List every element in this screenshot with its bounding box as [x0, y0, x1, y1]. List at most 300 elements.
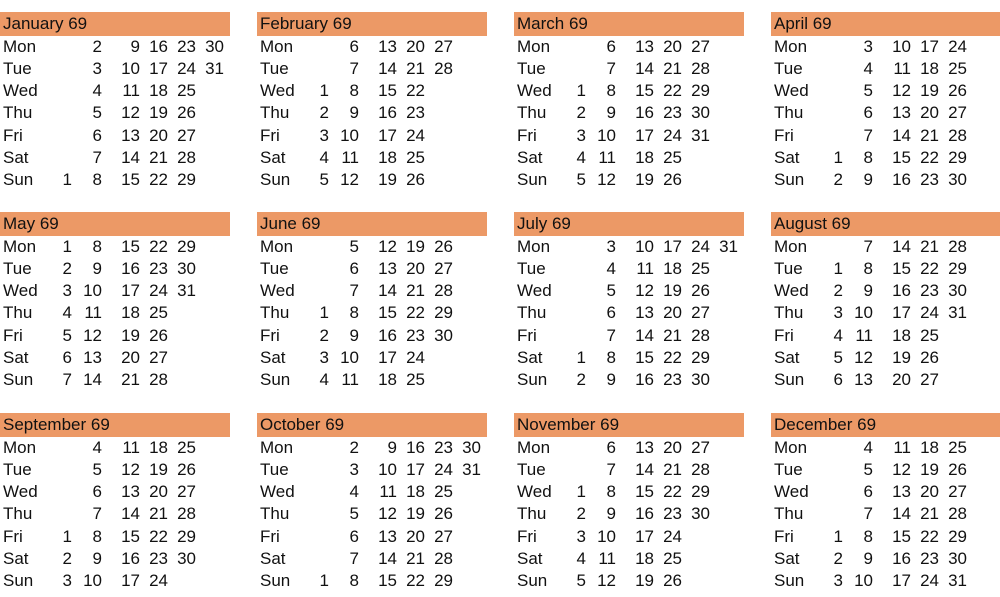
- date-cell: 30: [691, 103, 710, 123]
- weekday-label: Thu: [774, 504, 804, 524]
- date-cell: 2: [576, 370, 586, 390]
- weekday-row: [257, 280, 487, 302]
- date-cell: 29: [177, 526, 196, 546]
- weekday-label: Thu: [3, 504, 33, 524]
- month-block: [771, 12, 1000, 196]
- month-header: October 69: [257, 413, 487, 437]
- date-cell: 7: [349, 549, 359, 568]
- date-cell: 16: [892, 170, 911, 190]
- weekday-label: Mon: [260, 236, 294, 256]
- date-cell: 5: [62, 325, 72, 345]
- date-cell: 23: [920, 281, 939, 301]
- date-cell: 26: [948, 459, 967, 479]
- date-cell: 19: [635, 571, 654, 591]
- date-cell: 25: [663, 549, 682, 568]
- weekday-label: Sun: [260, 170, 291, 190]
- date-cell: 31: [948, 303, 967, 323]
- weekday-row: [0, 302, 230, 324]
- date-cell: 26: [691, 281, 710, 301]
- date-cell: 27: [691, 437, 710, 457]
- date-cell: 8: [349, 81, 359, 101]
- date-cell: 31: [948, 571, 967, 591]
- date-cell: 4: [349, 482, 359, 502]
- date-cell: 25: [663, 148, 682, 167]
- date-cell: 10: [121, 58, 140, 78]
- weekday-row: [514, 503, 744, 525]
- date-cell: 1: [62, 236, 72, 256]
- date-cell: 1: [576, 81, 586, 101]
- date-cell: 13: [378, 258, 397, 278]
- date-cell: 29: [434, 571, 453, 591]
- weekday-label: Tue: [3, 459, 32, 479]
- month-header: April 69: [771, 12, 1000, 36]
- date-cell: 2: [319, 325, 329, 345]
- date-cell: 30: [948, 170, 967, 190]
- date-cell: 29: [177, 170, 196, 190]
- date-cell: 7: [606, 459, 616, 479]
- date-cell: 28: [691, 325, 710, 345]
- date-cell: 18: [635, 549, 654, 568]
- date-cell: 14: [635, 325, 654, 345]
- date-cell: 21: [920, 504, 939, 524]
- weekday-row: [771, 503, 1000, 525]
- weekday-label: Fri: [517, 125, 537, 145]
- weekday-row: [257, 325, 487, 347]
- date-cell: 6: [863, 103, 873, 123]
- date-cell: 30: [948, 281, 967, 301]
- weekday-label: Sun: [3, 370, 34, 390]
- weekday-row: [514, 36, 744, 58]
- date-cell: 24: [948, 36, 967, 56]
- weekday-row: [514, 125, 744, 147]
- date-cell: 8: [606, 81, 616, 101]
- date-cell: 20: [663, 303, 682, 323]
- date-cell: 30: [691, 370, 710, 390]
- date-cell: 3: [576, 526, 586, 546]
- date-cell: 13: [635, 437, 654, 457]
- month-header: July 69: [514, 212, 744, 236]
- date-cell: 5: [606, 281, 616, 301]
- date-cell: 28: [691, 58, 710, 78]
- date-cell: 23: [920, 549, 939, 568]
- date-cell: 31: [205, 58, 224, 78]
- weekday-row: [0, 280, 230, 302]
- date-cell: 20: [920, 103, 939, 123]
- date-cell: 29: [691, 348, 710, 367]
- date-cell: 24: [434, 459, 453, 479]
- date-cell: 22: [406, 303, 425, 323]
- date-cell: 2: [833, 281, 843, 301]
- date-cell: 12: [340, 170, 359, 190]
- date-cell: 6: [606, 36, 616, 56]
- date-cell: 31: [719, 236, 738, 256]
- weekday-row: [257, 236, 487, 258]
- date-cell: 9: [606, 103, 616, 123]
- date-cell: 24: [920, 303, 939, 323]
- date-cell: 24: [177, 58, 196, 78]
- date-cell: 15: [378, 303, 397, 323]
- date-cell: 5: [349, 236, 359, 256]
- weekday-row: [0, 526, 230, 548]
- weekday-row: [0, 58, 230, 80]
- date-cell: 28: [434, 549, 453, 568]
- date-cell: 24: [691, 236, 710, 256]
- month-block: [771, 212, 1000, 396]
- date-cell: 6: [863, 482, 873, 502]
- date-cell: 30: [434, 325, 453, 345]
- date-cell: 13: [892, 482, 911, 502]
- date-cell: 20: [406, 36, 425, 56]
- month-header: August 69: [771, 212, 1000, 236]
- date-cell: 26: [663, 571, 682, 591]
- weekday-label: Sun: [260, 370, 291, 390]
- date-cell: 20: [892, 370, 911, 390]
- date-cell: 6: [606, 437, 616, 457]
- weekday-row: [514, 548, 744, 570]
- date-cell: 6: [833, 370, 843, 390]
- date-cell: 11: [636, 258, 654, 278]
- weekday-row: [0, 503, 230, 525]
- weekday-row: [0, 437, 230, 459]
- weekday-label: Thu: [260, 103, 290, 123]
- date-cell: 9: [92, 549, 102, 568]
- month-block: [0, 212, 230, 396]
- weekday-row: [771, 102, 1000, 124]
- date-cell: 26: [948, 81, 967, 101]
- month-block: [514, 12, 744, 196]
- date-cell: 9: [349, 103, 359, 123]
- weekday-row: [771, 481, 1000, 503]
- weekday-label: Wed: [517, 281, 552, 301]
- date-cell: 21: [406, 58, 425, 78]
- date-cell: 28: [948, 125, 967, 145]
- weekday-label: Thu: [3, 303, 33, 323]
- date-cell: 6: [62, 348, 72, 367]
- date-cell: 21: [121, 370, 140, 390]
- date-cell: 10: [378, 459, 397, 479]
- date-cell: 17: [378, 125, 397, 145]
- date-cell: 4: [62, 303, 72, 323]
- weekday-label: Wed: [3, 482, 38, 502]
- date-cell: 18: [663, 258, 682, 278]
- date-cell: 11: [122, 81, 140, 101]
- date-cell: 18: [920, 58, 939, 78]
- date-cell: 8: [349, 571, 359, 591]
- date-cell: 23: [149, 258, 168, 278]
- weekday-row: [514, 459, 744, 481]
- date-cell: 29: [948, 258, 967, 278]
- date-cell: 10: [597, 125, 616, 145]
- weekday-label: Wed: [260, 81, 295, 101]
- date-cell: 28: [948, 236, 967, 256]
- date-cell: 19: [920, 459, 939, 479]
- weekday-row: [257, 570, 487, 592]
- date-cell: 15: [121, 170, 140, 190]
- weekday-row: [257, 481, 487, 503]
- date-cell: 21: [149, 504, 168, 524]
- weekday-row: [257, 102, 487, 124]
- date-cell: 20: [663, 437, 682, 457]
- weekday-row: [257, 459, 487, 481]
- date-cell: 2: [92, 36, 102, 56]
- weekday-label: Mon: [260, 36, 294, 56]
- date-cell: 28: [691, 459, 710, 479]
- date-cell: 17: [663, 236, 682, 256]
- month-block: [257, 212, 487, 396]
- date-cell: 9: [387, 437, 397, 457]
- date-cell: 15: [378, 81, 397, 101]
- weekday-row: [257, 437, 487, 459]
- date-cell: 26: [177, 459, 196, 479]
- date-cell: 18: [406, 482, 425, 502]
- weekday-row: [771, 325, 1000, 347]
- date-cell: 1: [62, 170, 72, 190]
- weekday-label: Mon: [3, 236, 37, 256]
- weekday-label: Sat: [260, 348, 286, 367]
- date-cell: 14: [892, 504, 911, 524]
- weekday-label: Tue: [517, 459, 546, 479]
- weekday-label: Tue: [260, 58, 289, 78]
- date-cell: 18: [121, 303, 140, 323]
- date-cell: 28: [948, 504, 967, 524]
- weekday-label: Mon: [774, 36, 808, 56]
- weekday-label: Sun: [260, 571, 291, 591]
- weekday-label: Thu: [517, 103, 547, 123]
- date-cell: 14: [892, 236, 911, 256]
- date-cell: 3: [319, 125, 329, 145]
- date-cell: 2: [62, 258, 72, 278]
- date-cell: 1: [833, 526, 843, 546]
- date-cell: 17: [121, 281, 140, 301]
- date-cell: 12: [597, 170, 616, 190]
- date-cell: 2: [576, 103, 586, 123]
- date-cell: 6: [92, 482, 102, 502]
- weekday-label: Thu: [517, 303, 547, 323]
- date-cell: 12: [121, 459, 140, 479]
- date-cell: 30: [948, 549, 967, 568]
- weekday-label: Wed: [3, 81, 38, 101]
- date-cell: 22: [663, 81, 682, 101]
- weekday-row: [257, 36, 487, 58]
- date-cell: 25: [948, 58, 967, 78]
- date-cell: 9: [863, 170, 873, 190]
- date-cell: 1: [319, 303, 329, 323]
- date-cell: 3: [833, 303, 843, 323]
- weekday-row: [514, 147, 744, 169]
- date-cell: 27: [691, 303, 710, 323]
- date-cell: 3: [606, 236, 616, 256]
- date-cell: 4: [576, 549, 586, 568]
- weekday-row: [0, 36, 230, 58]
- date-cell: 21: [663, 325, 682, 345]
- date-cell: 5: [349, 504, 359, 524]
- date-cell: 24: [920, 571, 939, 591]
- date-cell: 24: [663, 125, 682, 145]
- date-cell: 31: [177, 281, 196, 301]
- weekday-row: [514, 80, 744, 102]
- date-cell: 13: [378, 526, 397, 546]
- weekday-label: Sat: [3, 348, 29, 367]
- weekday-label: Fri: [260, 125, 280, 145]
- weekday-label: Fri: [517, 526, 537, 546]
- date-cell: 25: [434, 482, 453, 502]
- date-cell: 11: [341, 148, 359, 167]
- date-cell: 5: [576, 571, 586, 591]
- date-cell: 16: [121, 549, 140, 568]
- date-cell: 24: [149, 281, 168, 301]
- date-cell: 4: [863, 437, 873, 457]
- date-cell: 7: [349, 281, 359, 301]
- date-cell: 16: [121, 258, 140, 278]
- weekday-label: Wed: [3, 281, 38, 301]
- date-cell: 22: [920, 148, 939, 167]
- date-cell: 14: [378, 281, 397, 301]
- date-cell: 19: [149, 459, 168, 479]
- date-cell: 18: [149, 81, 168, 101]
- date-cell: 20: [121, 348, 140, 367]
- date-cell: 3: [62, 571, 72, 591]
- date-cell: 28: [434, 58, 453, 78]
- date-cell: 23: [406, 325, 425, 345]
- weekday-label: Thu: [3, 103, 33, 123]
- date-cell: 27: [177, 482, 196, 502]
- weekday-label: Sun: [3, 170, 34, 190]
- date-cell: 17: [121, 571, 140, 591]
- date-cell: 16: [635, 370, 654, 390]
- date-cell: 14: [378, 549, 397, 568]
- weekday-row: [771, 169, 1000, 191]
- date-cell: 19: [635, 170, 654, 190]
- date-cell: 12: [378, 504, 397, 524]
- date-cell: 12: [378, 236, 397, 256]
- weekday-label: Thu: [260, 303, 290, 323]
- date-cell: 15: [121, 526, 140, 546]
- date-cell: 5: [319, 170, 329, 190]
- date-cell: 4: [833, 325, 843, 345]
- date-cell: 11: [341, 370, 359, 390]
- weekday-row: [0, 125, 230, 147]
- date-cell: 1: [833, 258, 843, 278]
- weekday-label: Sun: [774, 170, 805, 190]
- date-cell: 12: [597, 571, 616, 591]
- weekday-row: [0, 258, 230, 280]
- date-cell: 17: [635, 125, 654, 145]
- date-cell: 29: [691, 482, 710, 502]
- weekday-row: [771, 302, 1000, 324]
- date-cell: 20: [920, 482, 939, 502]
- weekday-label: Sat: [517, 348, 543, 367]
- date-cell: 17: [406, 459, 425, 479]
- weekday-row: [771, 548, 1000, 570]
- weekday-label: Sun: [517, 170, 548, 190]
- weekday-label: Sun: [774, 571, 805, 591]
- weekday-row: [257, 147, 487, 169]
- date-cell: 23: [177, 36, 196, 56]
- date-cell: 10: [83, 281, 102, 301]
- date-cell: 24: [663, 526, 682, 546]
- date-cell: 26: [434, 236, 453, 256]
- date-cell: 25: [691, 258, 710, 278]
- date-cell: 15: [635, 348, 654, 367]
- month-header: September 69: [0, 413, 230, 437]
- date-cell: 16: [406, 437, 425, 457]
- weekday-label: Tue: [517, 58, 546, 78]
- weekday-row: [514, 258, 744, 280]
- date-cell: 7: [606, 325, 616, 345]
- date-cell: 31: [691, 125, 710, 145]
- weekday-label: Wed: [260, 281, 295, 301]
- weekday-label: Sun: [517, 370, 548, 390]
- month-block: [257, 12, 487, 196]
- date-cell: 7: [92, 504, 102, 524]
- month-header: June 69: [257, 212, 487, 236]
- date-cell: 24: [406, 348, 425, 367]
- month-header: March 69: [514, 12, 744, 36]
- date-cell: 23: [663, 370, 682, 390]
- date-cell: 30: [462, 437, 481, 457]
- date-cell: 14: [892, 125, 911, 145]
- weekday-label: Sat: [774, 148, 800, 167]
- date-cell: 29: [177, 236, 196, 256]
- date-cell: 8: [863, 258, 873, 278]
- date-cell: 3: [833, 571, 843, 591]
- date-cell: 6: [349, 258, 359, 278]
- month-block: [514, 413, 744, 597]
- date-cell: 15: [635, 81, 654, 101]
- weekday-row: [771, 347, 1000, 369]
- date-cell: 4: [863, 58, 873, 78]
- month-header: May 69: [0, 212, 230, 236]
- date-cell: 19: [406, 504, 425, 524]
- weekday-label: Mon: [774, 437, 808, 457]
- date-cell: 6: [606, 303, 616, 323]
- date-cell: 9: [606, 504, 616, 524]
- date-cell: 23: [663, 103, 682, 123]
- date-cell: 17: [892, 571, 911, 591]
- date-cell: 29: [434, 303, 453, 323]
- date-cell: 4: [576, 148, 586, 167]
- date-cell: 9: [92, 258, 102, 278]
- date-cell: 7: [606, 58, 616, 78]
- date-cell: 22: [406, 81, 425, 101]
- date-cell: 21: [406, 549, 425, 568]
- weekday-row: [0, 347, 230, 369]
- date-cell: 13: [635, 303, 654, 323]
- date-cell: 16: [635, 103, 654, 123]
- date-cell: 2: [319, 103, 329, 123]
- weekday-row: [0, 147, 230, 169]
- date-cell: 24: [406, 125, 425, 145]
- weekday-label: Fri: [260, 526, 280, 546]
- date-cell: 10: [340, 348, 359, 367]
- date-cell: 21: [920, 125, 939, 145]
- date-cell: 18: [892, 325, 911, 345]
- month-block: [257, 413, 487, 597]
- weekday-label: Fri: [3, 526, 23, 546]
- weekday-row: [771, 280, 1000, 302]
- date-cell: 17: [149, 58, 168, 78]
- date-cell: 11: [598, 148, 616, 167]
- date-cell: 9: [130, 36, 140, 56]
- date-cell: 12: [892, 81, 911, 101]
- month-block: [514, 212, 744, 396]
- weekday-row: [257, 526, 487, 548]
- weekday-row: [514, 58, 744, 80]
- date-cell: 9: [863, 549, 873, 568]
- date-cell: 19: [121, 325, 140, 345]
- month-header: January 69: [0, 12, 230, 36]
- weekday-row: [514, 169, 744, 191]
